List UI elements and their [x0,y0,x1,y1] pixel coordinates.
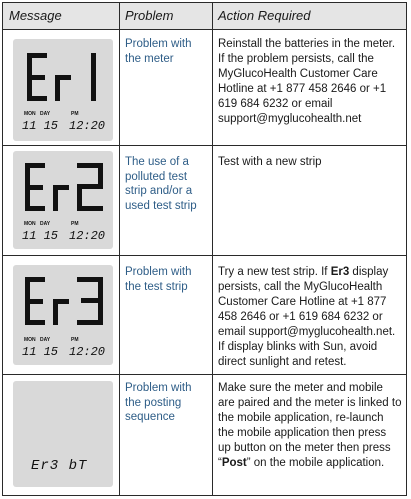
header-problem: Problem [125,8,174,23]
post-keyword-bold: Post [221,457,247,469]
row-divider [3,145,406,146]
lcd-mon-label: MON [24,221,36,227]
column-divider [119,3,120,495]
action-text [218,265,402,370]
problem-text: Problem with the test strip [125,266,192,293]
lcd-mon-label: MON [24,337,36,343]
lcd-pm-label: PM [71,221,79,227]
lcd-date: 11 15 [22,345,59,359]
action-text [218,381,402,471]
lcd-time: 12:20 [69,119,106,133]
row-divider [3,374,406,375]
action-text-part: Try a new test strip. If [218,266,331,278]
problem-text: Problem with the meter [125,38,192,65]
action-text: Reinstall the batteries in the meter. If the problem persists, call the MyGlucoHealth Customer Care Hotline at +1 877 458 2646 or +1 619 684 6232 or email support@myglucohealth.net [218,38,396,125]
action-text-part: Make sure the meter and mobile are paired and the meter is linked to the mobile application, re-launch the mobile application then press up button on the meter then press “ [218,382,402,469]
table-header [3,3,406,30]
lcd-display-er1 [13,39,113,141]
lcd-code: Er3 bT [31,458,88,474]
error-code-bold: Er3 [330,266,350,278]
error-message-table [2,2,407,496]
action-text-part: ” on the mobile application. [246,457,385,469]
header-message: Message [9,8,62,23]
problem-text: Problem with the posting sequence [125,382,192,423]
lcd-day-label: DAY [40,111,51,117]
row-divider [3,255,406,256]
lcd-pm-label: PM [71,111,79,117]
lcd-day-label: DAY [40,221,51,227]
lcd-display-er3 [13,265,113,365]
action-text: Test with a new strip [218,156,322,168]
lcd-date: 11 15 [22,119,59,133]
action-text-part: display persists, call the MyGlucoHealth Customer Care Hotline at +1 877 458 2646 or +1 619 684 6232 or email support@myglucohealth.net. If display blinks with Sun, avoid direct sunlight and retest. [218,266,396,368]
header-action: Action Required [218,8,311,23]
lcd-time: 12:20 [69,229,106,243]
lcd-pm-label: PM [71,337,79,343]
problem-text: The use of a polluted test strip and/or a used test strip [125,156,197,212]
column-divider [212,3,213,495]
lcd-mon-label: MON [24,111,36,117]
lcd-date: 11 15 [22,229,59,243]
lcd-day-label: DAY [40,337,51,343]
lcd-display-er3-bt [13,381,113,487]
lcd-time: 12:20 [69,345,106,359]
lcd-display-er2 [13,151,113,249]
